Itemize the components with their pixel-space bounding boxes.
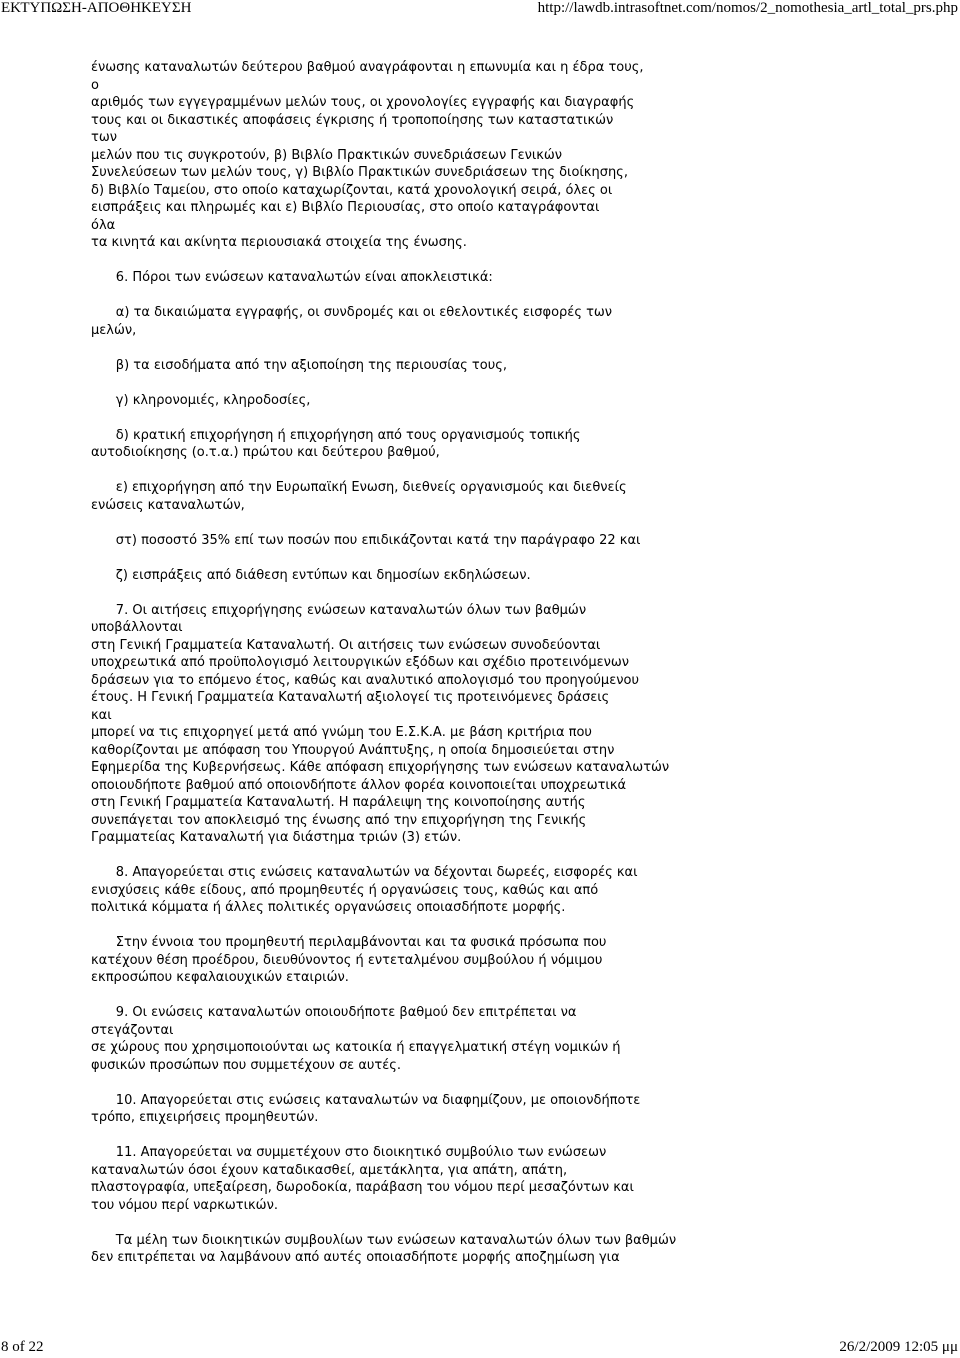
text-line: Εφημερίδα της Κυβερνήσεως. Κάθε απόφαση επιχορήγησης των ενώσεων καταναλωτών bbox=[91, 760, 670, 775]
section-8 bbox=[91, 864, 741, 917]
paragraph-registry-books bbox=[91, 59, 741, 252]
text-line: δεν επιτρέπεται να λαμβάνουν από αυτές οποιασδήποτε μορφής αποζημίωση για bbox=[91, 1250, 620, 1265]
text-line: Συνελεύσεων των μελών τους, γ) Βιβλίο Πρακτικών συνεδριάσεων της διοίκησης, bbox=[91, 165, 628, 180]
print-footer bbox=[0, 1336, 960, 1358]
text-line: στεγάζονται bbox=[91, 1022, 174, 1038]
text-line: δ) κρατική επιχορήγηση ή επιχορήγηση από τους οργανισμούς τοπικής bbox=[91, 427, 581, 443]
print-datetime: 26/2/2009 12:05 μμ bbox=[839, 1339, 958, 1355]
text-line: 9. Οι ενώσεις καταναλωτών οποιουδήποτε βαθμού δεν επιτρέπεται να bbox=[91, 1005, 577, 1020]
text-line: Τα μέλη των διοικητικών συμβουλίων των ενώσεων καταναλωτών όλων των βαθμών bbox=[91, 1232, 677, 1248]
text-line: σε χώρους που χρησιμοποιούνται ως κατοικία ή επαγγελματική στέγη νομικών ή bbox=[91, 1040, 621, 1055]
section-8-supplier-definition bbox=[91, 934, 741, 987]
text-line: αυτοδιοίκησης (ο.τ.α.) πρώτου και δεύτερου βαθμού, bbox=[91, 445, 440, 460]
text-line: κατέχουν θέση προέδρου, διευθύνοντος ή εντεταλμένου συμβούλου ή νόμιμου bbox=[91, 952, 603, 968]
section-9 bbox=[91, 1004, 741, 1074]
section-11 bbox=[91, 1144, 741, 1214]
section-7 bbox=[91, 602, 741, 847]
text-line: έτους. Η Γενική Γραμματεία Καταναλωτή αξιολογεί τις προτεινόμενες δράσεις bbox=[91, 690, 610, 705]
text-line: ένωσης καταναλωτών δεύτερου βαθμού αναγράφονται η επωνυμία και η έδρα τους, bbox=[91, 60, 644, 75]
text-line: τους και οι δικαστικές αποφάσεις έγκρισης ή τροποποίησης των καταστατικών bbox=[91, 112, 614, 128]
section-6a bbox=[91, 304, 741, 339]
text-line: 10. Απαγορεύεται στις ενώσεις καταναλωτών να διαφημίζουν, με οποιονδήποτε bbox=[91, 1092, 641, 1108]
text-line: ενώσεις καταναλωτών, bbox=[91, 497, 245, 513]
text-line: ενισχύσεις κάθε είδους, από προμηθευτές ή οργανώσεις τους, καθώς και από bbox=[91, 882, 599, 898]
text-line: καθορίζονται με απόφαση του Υπουργού Ανάπτυξης, η οποία δημοσιεύεται στην bbox=[91, 742, 615, 758]
text-line: μελών, bbox=[91, 322, 137, 338]
text-line: συνεπάγεται τον αποκλεισμό της ένωσης από την επιχορήγηση της Γενικής bbox=[91, 812, 587, 828]
text-line: καταναλωτών όσοι έχουν καταδικασθεί, αμετάκλητα, για απάτη, απάτη, bbox=[91, 1162, 568, 1178]
section-6st: στ) ποσοστό 35% επί των ποσών που επιδικάζονται κατά την παράγραφο 22 και bbox=[91, 532, 641, 548]
text-line: και bbox=[91, 707, 112, 723]
text-line: μελών που τις συγκροτούν, β) Βιβλίο Πρακτικών συνεδριάσεων Γενικών bbox=[91, 147, 563, 163]
text-line: τρόπο, επιχειρήσεις προμηθευτών. bbox=[91, 1110, 319, 1125]
text-line: α) τα δικαιώματα εγγραφής, οι συνδρομές και οι εθελοντικές εισφορές των bbox=[91, 305, 613, 320]
text-line: δ) Βιβλίο Ταμείου, στο οποίο καταχωρίζονται, κατά χρονολογική σειρά, όλες οι bbox=[91, 182, 613, 198]
text-line: ε) επιχορήγηση από την Ευρωπαϊκή Ενωση, διεθνείς οργανισμούς και διεθνείς bbox=[91, 480, 627, 495]
text-line: Γραμματείας Καταναλωτή για διάστημα τριών (3) ετών. bbox=[91, 830, 462, 845]
page-number: 8 of 22 bbox=[1, 1339, 44, 1355]
text-line: των bbox=[91, 130, 117, 145]
text-line: τα κινητά και ακίνητα περιουσιακά στοιχεία της ένωσης. bbox=[91, 235, 467, 250]
section-6z: ζ) εισπράξεις από διάθεση εντύπων και δημοσίων εκδηλώσεων. bbox=[91, 567, 531, 583]
section-6e bbox=[91, 479, 741, 514]
text-line: εκπροσώπου κεφαλαιουχικών εταιριών. bbox=[91, 970, 349, 985]
text-line: πολιτικά κόμματα ή άλλες πολιτικές οργανώσεις οποιασδήποτε μορφής. bbox=[91, 900, 566, 915]
text-line: 8. Απαγορεύεται στις ενώσεις καταναλωτών να δέχονται δωρεές, εισφορές και bbox=[91, 865, 638, 880]
print-title: ΕΚΤΥΠΩΣΗ-ΑΠΟΘΗΚΕΥΣΗ bbox=[1, 0, 192, 16]
text-line: όλα bbox=[91, 217, 116, 233]
print-header bbox=[0, 0, 960, 20]
text-line: του νόμου περί ναρκωτικών. bbox=[91, 1197, 278, 1213]
text-line: οποιουδήποτε βαθμού από οποιονδήποτε άλλον φορέα κοινοποιείται υποχρεωτικά bbox=[91, 777, 627, 793]
text-line: δράσεων για το επόμενο έτος, καθώς και αναλυτικό απολογισμό του προηγούμενου bbox=[91, 672, 639, 688]
text-line: 11. Απαγορεύεται να συμμετέχουν στο διοικητικό συμβούλιο των ενώσεων bbox=[91, 1145, 607, 1160]
text-line: υποχρεωτικά από προϋπολογισμό λειτουργικών εξόδων και σχέδιο προτεινόμενων bbox=[91, 655, 630, 670]
text-line: ο bbox=[91, 77, 99, 93]
section-10 bbox=[91, 1092, 741, 1127]
text-line: φυσικών προσώπων που συμμετέχουν σε αυτές. bbox=[91, 1057, 402, 1073]
section-6-title: 6. Πόροι των ενώσεων καταναλωτών είναι αποκλειστικά: bbox=[91, 270, 493, 285]
text-line: 7. Οι αιτήσεις επιχορήγησης ενώσεων καταναλωτών όλων των βαθμών bbox=[91, 602, 587, 618]
section-6b: β) τα εισοδήματα από την αξιοποίηση της περιουσίας τους, bbox=[91, 357, 507, 373]
document-body bbox=[91, 59, 741, 1267]
text-line: εισπράξεις και πληρωμές και ε) Βιβλίο Περιουσίας, στο οποίο καταγράφονται bbox=[91, 200, 600, 215]
text-line: πλαστογραφία, υπεξαίρεση, δωροδοκία, παράβαση του νόμου περί μεσαζόντων και bbox=[91, 1180, 634, 1195]
text-line: στη Γενική Γραμματεία Καταναλωτή. Η παράλειψη της κοινοποίησης αυτής bbox=[91, 795, 586, 810]
section-6c: γ) κληρονομιές, κληροδοσίες, bbox=[91, 392, 311, 408]
section-6d bbox=[91, 427, 741, 462]
source-url: http://lawdb.intrasoftnet.com/nomos/2_nomothesia_artl_total_prs.php bbox=[537, 0, 958, 16]
section-11-board-members bbox=[91, 1232, 741, 1267]
text-line: υποβάλλονται bbox=[91, 620, 183, 635]
text-line: Στην έννοια του προμηθευτή περιλαμβάνονται και τα φυσικά πρόσωπα που bbox=[91, 935, 607, 950]
text-line: στη Γενική Γραμματεία Καταναλωτή. Οι αιτήσεις των ενώσεων συνοδεύονται bbox=[91, 637, 601, 653]
text-line: αριθμός των εγγεγραμμένων μελών τους, οι χρονολογίες εγγραφής και διαγραφής bbox=[91, 95, 635, 110]
text-line: μπορεί να τις επιχορηγεί μετά από γνώμη του Ε.Σ.Κ.Α. με βάση κριτήρια που bbox=[91, 725, 592, 740]
